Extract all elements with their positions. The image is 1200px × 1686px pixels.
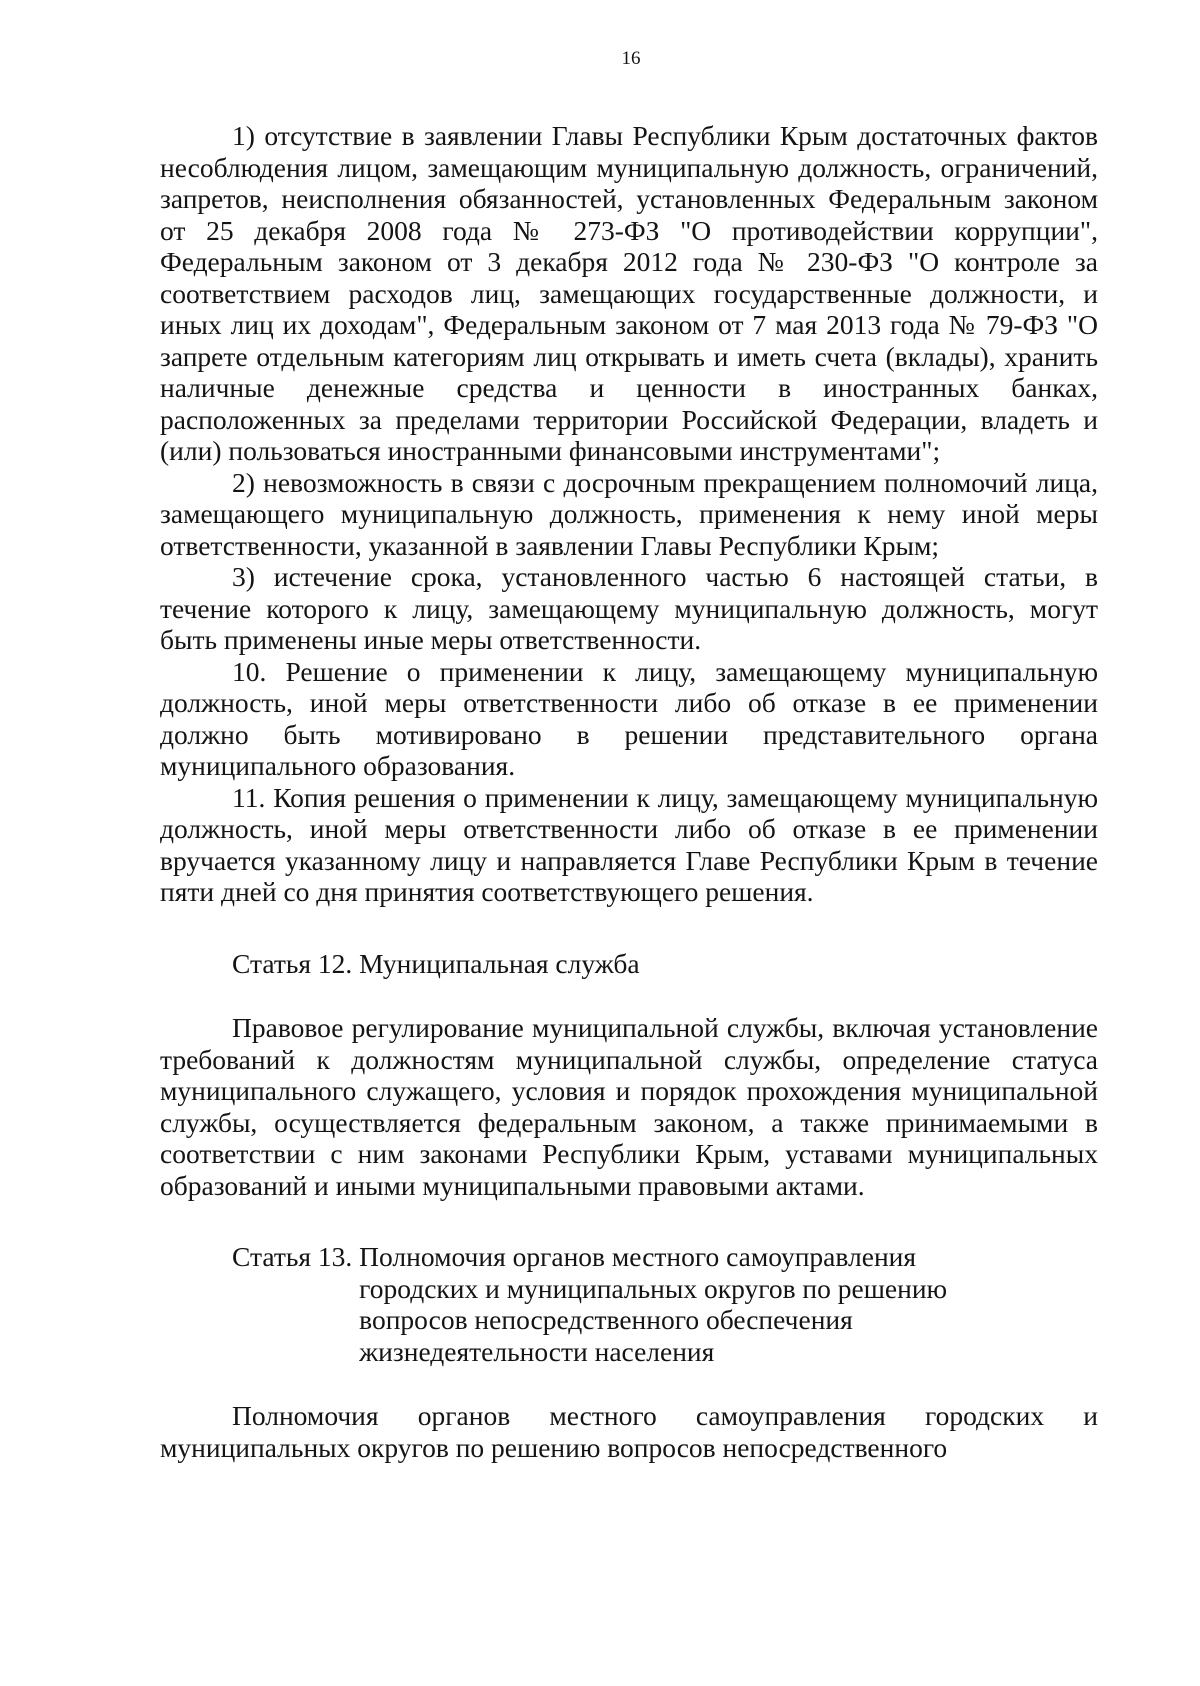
article-13-title-line: вопросов непосредственного обеспечения	[359, 1304, 853, 1335]
article-13-title	[359, 1241, 947, 1367]
article-13-title-line: Полномочия органов местного самоуправления	[359, 1241, 917, 1272]
document-body	[160, 120, 1098, 1463]
paragraph-part-11: 11. Копия решения о применении к лицу, замещающему муниципальную должность, иной меры ответственности либо об отказе в ее применении вручается указанному лицу и направляется Главе Республики Крым в течение пяти дней со дня принятия соответствующего решения.	[160, 781, 1098, 907]
paragraph-part-10: 10. Решение о применении к лицу, замещающему муниципальную должность, иной меры ответственности либо об отказе в ее применении должно быть мотивировано в решении представительного органа муниципального образования.	[160, 655, 1098, 781]
spacer	[160, 979, 1098, 1012]
article-13-title-line: городских и муниципальных округов по решению	[359, 1272, 948, 1304]
spacer	[160, 1367, 1098, 1400]
spacer	[160, 908, 1098, 948]
spacer	[160, 1201, 1098, 1241]
article-13-body: Полномочия органов местного самоуправления городских и муниципальных округов по решению вопросов непосредственного	[160, 1400, 1098, 1463]
article-12-body: Правовое регулирование муниципальной службы, включая установление требований к должностям муниципальной службы, определение статуса муниципального служащего, условия и порядок прохождения муниципальной службы, осуществляется федеральным законом, а также принимаемыми в соответствии с ним законами Республики Крым, уставами муниципальных образований и иными муниципальными правовыми актами.	[160, 1012, 1098, 1201]
article-13-title-line: жизнедеятельности населения	[359, 1335, 715, 1367]
paragraph-item-1: 1) отсутствие в заявлении Главы Республики Крым достаточных фактов несоблюдения лицом, замещающим муниципальную должность, ограничений, запретов, неисполнения обязанностей, установленных Федеральным законом от 25 декабря 2008 года № 273-ФЗ "О противодействии коррупции", Федеральным законом от 3 декабря 2012 года № 230-ФЗ "О контроле за соответствием расходов лиц, замещающих государственные должности, и иных лиц их доходам", Федеральным законом от 7 мая 2013 года № 79-ФЗ "О запрете отдельным категориям лиц открывать и иметь счета (вклады), хранить наличные денежные средства и ценности в иностранных банках, расположенных за пределами территории Российской Федерации, владеть и (или) пользоваться иностранными финансовыми инструментами";	[160, 120, 1098, 466]
article-13-label: Статья 13.	[232, 1241, 360, 1272]
article-12-heading: Статья 12. Муниципальная служба	[232, 947, 640, 979]
article-13-heading	[160, 1241, 1098, 1367]
paragraph-item-2: 2) невозможность в связи с досрочным прекращением полномочий лица, замещающего муниципальную должность, применения к нему иной меры ответственности, указанной в заявлении Главы Республики Крым;	[160, 466, 1098, 561]
page-number: 16	[621, 48, 641, 69]
paragraph-item-3: 3) истечение срока, установленного частью 6 настоящей статьи, в течение которого к лицу, замещающему муниципальную должность, могут быть применены иные меры ответственности.	[160, 561, 1098, 655]
